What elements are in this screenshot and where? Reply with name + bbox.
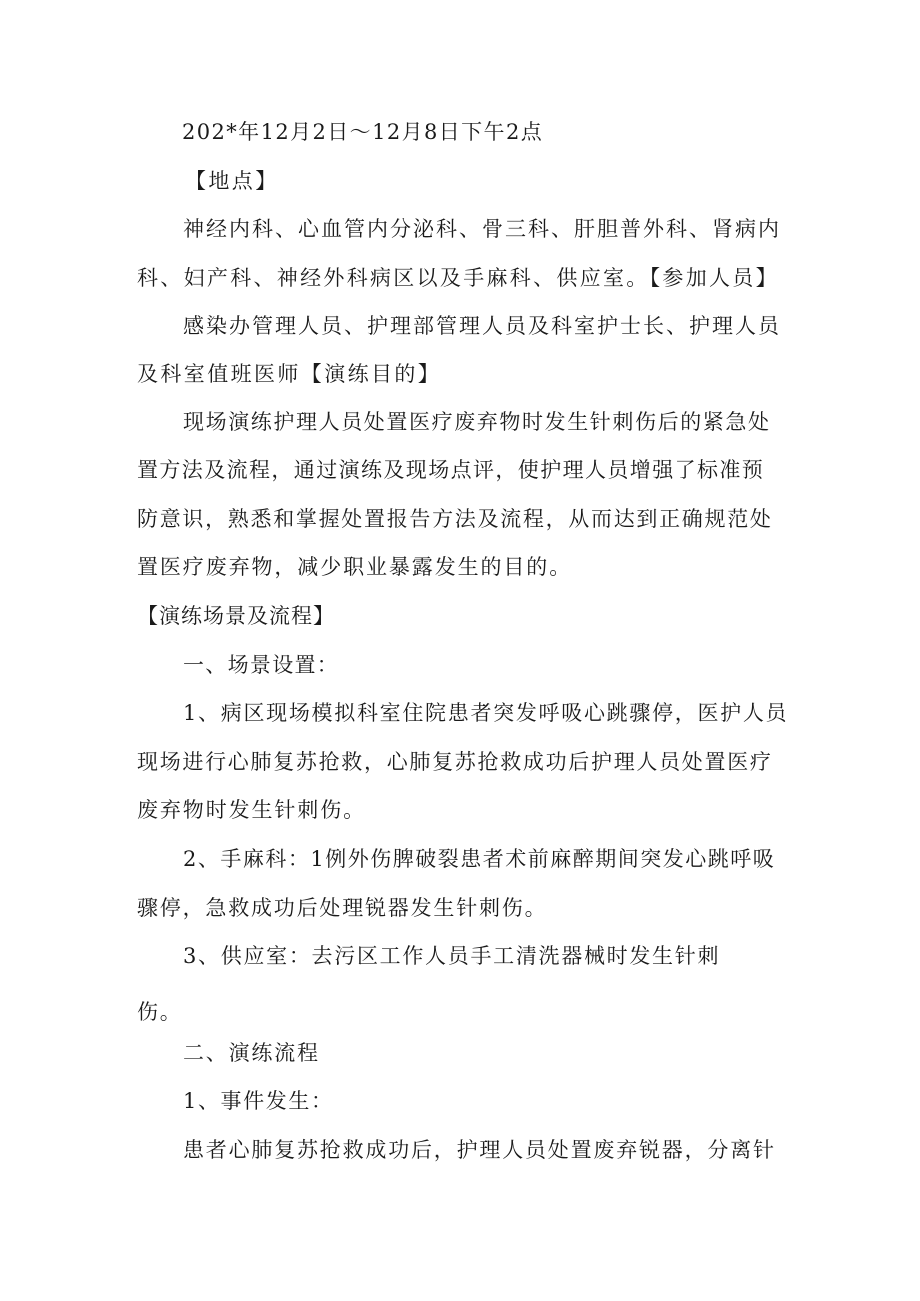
location-text-line-2: 科、妇产科、神经外科病区以及手麻科、供应室。【参加人员】 [137, 266, 779, 290]
purpose-line-2: 置方法及流程，通过演练及现场点评，使护理人员增强了标准预 [137, 458, 765, 482]
event-heading: 1、事件发生： [183, 1089, 334, 1113]
participants-line-2: 及科室值班医师【演练目的】 [137, 362, 442, 386]
scenario-3-line-1: 3、供应室：去污区工作人员手工清洗器械时发生针刺 [183, 944, 721, 968]
event-text-line-1: 患者心肺复苏抢救成功后，护理人员处置废弃锐器，分离针 [183, 1138, 776, 1162]
section-two-heading: 二、演练流程 [183, 1041, 320, 1065]
scenario-3-line-2: 伤。 [137, 1000, 183, 1024]
scenario-1-line-2: 现场进行心肺复苏抢救，心肺复苏抢救成功后护理人员处置医疗 [137, 750, 773, 774]
purpose-line-4: 置医疗废弃物，减少职业暴露发生的目的。 [137, 555, 573, 579]
section-one-heading: 一、场景设置： [183, 653, 340, 677]
scenario-1-line-1: 1、病区现场模拟科室住院患者突发呼吸心跳骤停，医护人员 [183, 701, 789, 725]
scenario-heading: 【演练场景及流程】 [137, 604, 335, 628]
purpose-line-1: 现场演练护理人员处置医疗废弃物时发生针刺伤后的紧急处 [183, 410, 771, 434]
location-text-line-1: 神经内科、心血管内分泌科、骨三科、肝胆普外科、肾病内 [183, 217, 781, 241]
scenario-1-line-3: 废弃物时发生针刺伤。 [137, 798, 366, 822]
purpose-line-3: 防意识，熟悉和掌握处置报告方法及流程，从而达到正确规范处 [137, 507, 773, 531]
scenario-2-line-2: 骤停，急救成功后处理锐器发生针刺伤。 [137, 896, 548, 920]
location-heading: 【地点】 [185, 169, 279, 193]
scenario-2-line-1: 2、手麻科：1例外伤脾破裂患者术前麻醉期间突发心跳呼吸 [183, 847, 776, 871]
time-line: 202*年12月2日～12月8日下午2点 [182, 120, 544, 144]
participants-line-1: 感染办管理人员、护理部管理人员及科室护士长、护理人员 [183, 314, 781, 338]
